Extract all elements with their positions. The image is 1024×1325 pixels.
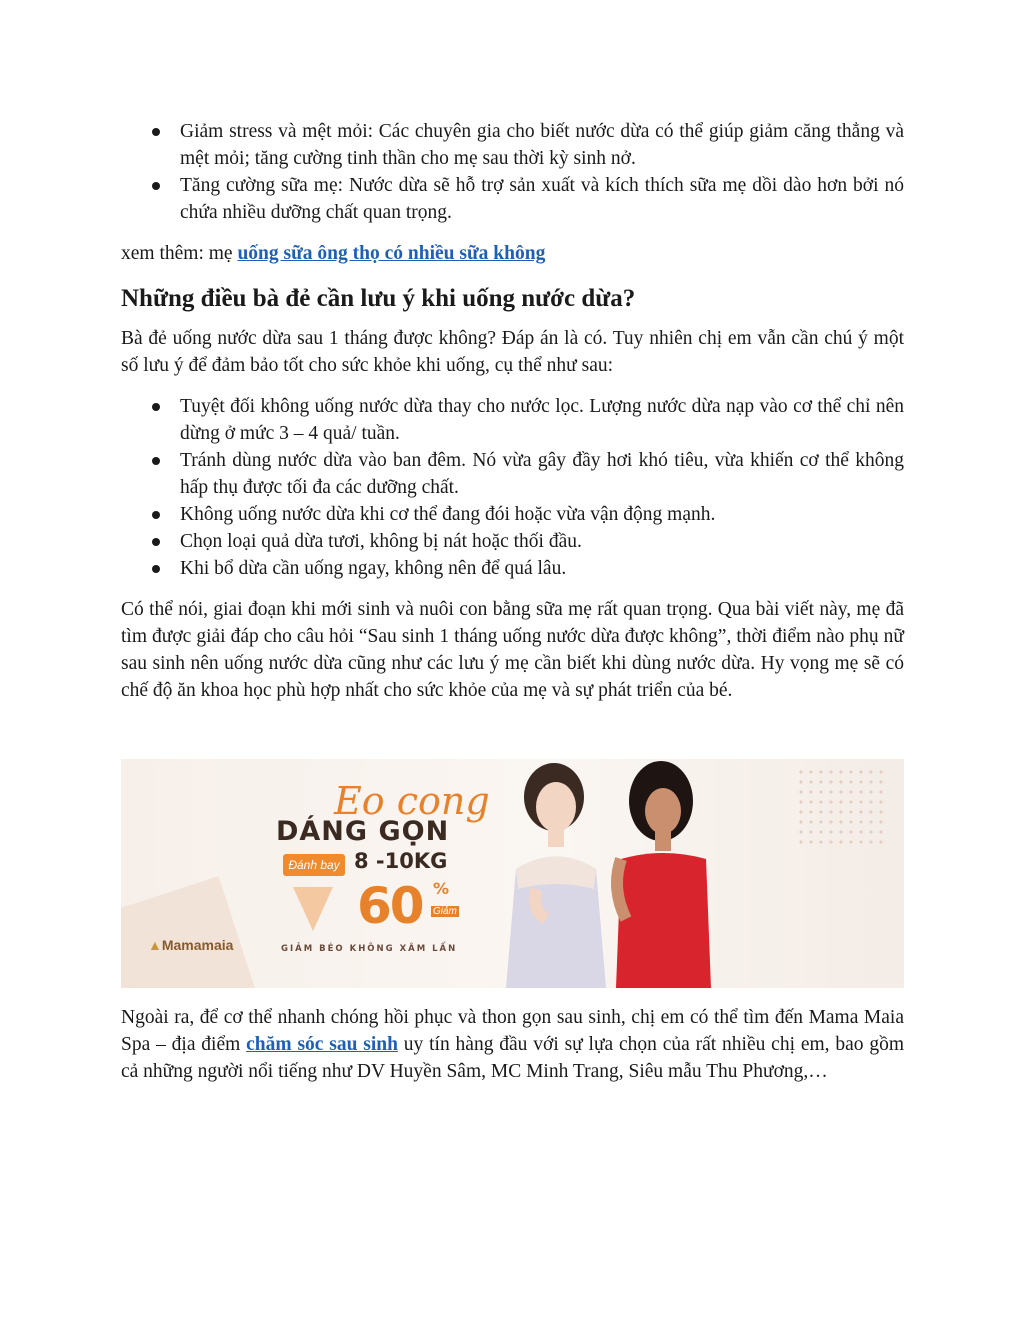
bullet-icon <box>152 457 160 465</box>
postpartum-care-link[interactable]: chăm sóc sau sinh <box>246 1034 398 1055</box>
closing-before: Ngoài ra, để cơ thể nhanh chóng hồi phục và thon gọn sau sinh, chị em có thể tìm đến Mama Maia Spa – địa điểm <box>121 1007 904 1055</box>
list-item <box>121 172 904 226</box>
conclusion-paragraph: Có thể nói, giai đoạn khi mới sinh và nuôi con bằng sữa mẹ rất quan trọng. Qua bài viết này, mẹ đã tìm được giải đáp cho câu hỏi “Sau sinh 1 tháng uống nước dừa được không”, thời điểm nào phụ nữ sau sinh nên uống nước dừa cũng như các lưu ý mẹ cần biết khi dùng nước dừa. Hy vọng mẹ sẽ có chế độ ăn khoa học phù hợp nhất cho sức khỏe của mẹ và sự phát triển của bé. <box>121 599 904 701</box>
promo-banner[interactable] <box>121 759 904 988</box>
list-item <box>121 528 904 555</box>
notes-list <box>121 393 904 582</box>
list-item-text: Không uống nước dừa khi cơ thể đang đói hoặc vừa vận động mạnh. <box>180 504 716 525</box>
intro-paragraph: Bà đẻ uống nước dừa sau 1 tháng được không? Đáp án là có. Tuy nhiên chị em vẫn cần chú ý một số lưu ý để đảm bảo tốt cho sức khỏe khi uống, cụ thể như sau: <box>121 328 904 376</box>
banner-percent: % <box>433 879 450 898</box>
bullet-icon <box>152 511 160 519</box>
closing-after: uy tín hàng đầu với sự lựa chọn của rất nhiều chị em, bao gồm cả những người nổi tiếng như DV Huyền Sâm, MC Minh Trang, Siêu mẫu Thu Phương,… <box>121 1034 904 1082</box>
banner-kg: 8 -10KG <box>354 849 448 873</box>
mamamaia-logo: ▲Mamamaia <box>148 937 234 953</box>
section-heading: Những điều bà đẻ cần lưu ý khi uống nước dừa? <box>121 285 636 312</box>
banner-dang-gon: DÁNG GỌN <box>276 816 450 847</box>
list-item-text: Giảm stress và mệt mỏi: Các chuyên gia cho biết nước dừa có thể giúp giảm căng thẳng và mệt mỏi; tăng cường tinh thần cho mẹ sau thời kỳ sinh nở. <box>180 121 904 169</box>
benefits-list <box>121 118 904 226</box>
bullet-icon <box>152 403 160 411</box>
logo-text: Mamamaia <box>161 937 234 953</box>
list-item <box>121 118 904 172</box>
bullet-icon <box>152 182 160 190</box>
bullet-icon <box>152 565 160 573</box>
banner-eo-cong: Eo cong <box>334 779 490 823</box>
document-page <box>121 118 904 704</box>
dot-pattern <box>796 767 886 847</box>
list-item <box>121 555 904 582</box>
banner-sixty: 60 <box>357 877 423 935</box>
list-item-text: Tránh dùng nước dừa vào ban đêm. Nó vừa gây đầy hơi khó tiêu, vừa khiến cơ thể không hấp thụ được tối đa các dưỡng chất. <box>180 450 904 498</box>
list-item <box>121 393 904 447</box>
banner-giam: Giảm <box>433 906 457 917</box>
banner-tagline: GIẢM BÉO KHÔNG XÂM LẤN <box>281 944 458 954</box>
banner-danh-bay-badge: Đánh bay <box>283 854 345 876</box>
list-item-text: Tăng cường sữa mẹ: Nước dừa sẽ hỗ trợ sản xuất và kích thích sữa mẹ dồi dào hơn bởi nó chứa nhiều dưỡng chất quan trọng. <box>180 175 904 223</box>
list-item-text: Chọn loại quả dừa tươi, không bị nát hoặc thối đầu. <box>180 531 582 552</box>
bullet-icon <box>152 538 160 546</box>
list-item <box>121 501 904 528</box>
down-arrow-icon <box>293 887 333 931</box>
list-item-text: Khi bổ dừa cần uống ngay, không nên để quá lâu. <box>180 558 567 579</box>
see-more-line <box>121 240 904 267</box>
see-more-link[interactable]: uống sữa ông thọ có nhiều sữa không <box>237 243 546 264</box>
banner-decoration <box>121 876 256 988</box>
list-item-text: Tuyệt đối không uống nước dừa thay cho nước lọc. Lượng nước dừa nạp vào cơ thể chỉ nên dừng ở mức 3 – 4 quả/ tuần. <box>180 396 904 444</box>
woman-red-dress-image <box>591 759 751 988</box>
closing-paragraph <box>121 1004 904 1085</box>
list-item <box>121 447 904 501</box>
closing-section <box>121 1004 904 1085</box>
bullet-icon <box>152 128 160 136</box>
see-more-prefix: xem thêm: mẹ <box>121 243 238 264</box>
